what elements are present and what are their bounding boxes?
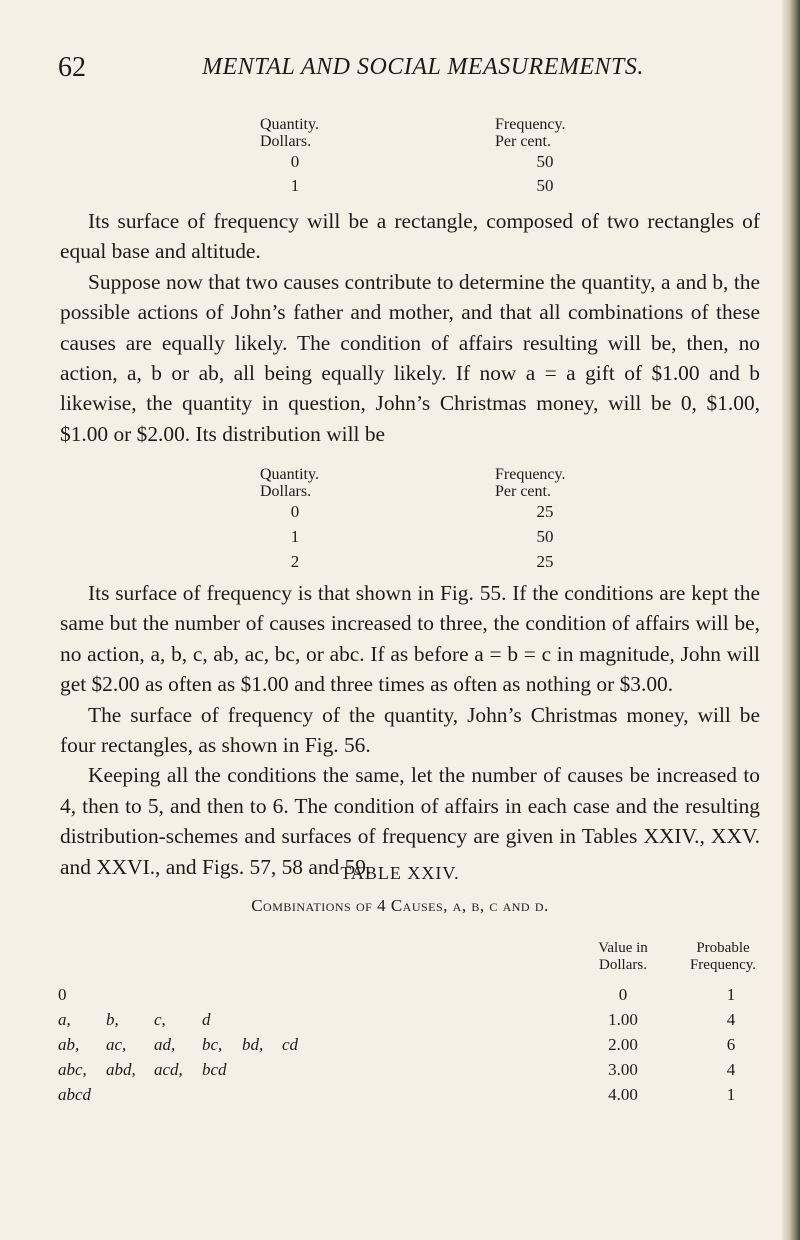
combination: bd, — [242, 1035, 264, 1054]
combination: cd — [282, 1035, 299, 1054]
frequency-value: 50 — [536, 152, 554, 171]
combination: acd, — [154, 1060, 183, 1079]
combinations-cell — [58, 1085, 91, 1105]
quantity-value: 0 — [290, 152, 300, 171]
quantity-value: 0 — [290, 502, 300, 521]
frequency-value: 25 — [536, 552, 554, 571]
table-row — [58, 1085, 768, 1110]
frequency-value: 50 — [536, 527, 554, 546]
table-subtitle: Combinations of 4 Causes, a, b, c and d. — [251, 896, 549, 915]
frequency-column-header: Frequency. Per cent. — [495, 116, 566, 150]
running-head: MENTAL AND SOCIAL MEASUREMENTS. — [202, 54, 644, 80]
combinations-table — [58, 940, 768, 1170]
frequency-value: 25 — [536, 502, 554, 521]
paragraph: Keeping all the conditions the same, let the number of causes be increased to 4, then to 5, and then to 6. The condition of affairs in each case and the resulting distribution-schemes and surfaces of frequency are given in Tables XXIV., XXV. and XXVI., and Figs. 57, 58 and 59. — [60, 763, 760, 879]
combination: ac, — [106, 1035, 127, 1054]
value-cell: 1.00 — [608, 1010, 638, 1029]
value-cell: 4.00 — [608, 1085, 638, 1104]
frequency-cell: 1 — [726, 1085, 736, 1104]
combination: 0 — [58, 985, 67, 1004]
value-cell: 0 — [618, 985, 628, 1004]
table-row — [58, 985, 768, 1010]
quantity-value: 2 — [290, 552, 300, 571]
paragraph: Suppose now that two causes contribute to determine the quantity, a and b, the possible actions of John’s father and mother, and that all combinations of these causes are equally likely. The condition of affairs resulting will be, then, no action, a, b or ab, all being equally likely. If now a = a gift of $1.00 and b likewise, the quantity in question, John’s Christmas money, will be 0, $1.00, $1.00 or $2.00. Its distribution will be — [60, 269, 760, 446]
quantity-value: 1 — [290, 176, 300, 195]
combination: c, — [154, 1010, 166, 1029]
table-row — [58, 1010, 768, 1035]
value-column-header: Value in Dollars. — [598, 940, 648, 973]
combination: ad, — [154, 1035, 176, 1054]
combination: abcd — [58, 1085, 92, 1104]
body-text-a — [60, 206, 760, 449]
quantity-value: 1 — [290, 527, 300, 546]
combination: d — [202, 1010, 211, 1029]
combinations-cell — [58, 1010, 211, 1030]
table-row — [260, 502, 620, 528]
frequency-column-header: Frequency. Per cent. — [495, 466, 566, 500]
table-row — [260, 152, 620, 178]
paragraph: Its surface of frequency will be a rectangle, composed of two rectangles of equal base and altitude. — [60, 209, 760, 264]
table-row — [260, 527, 620, 553]
paragraph: The surface of frequency of the quantity, John’s Christmas money, will be four rectangles, as shown in Fig. 56. — [60, 702, 760, 758]
combination: bcd — [202, 1060, 227, 1079]
frequency-cell: 1 — [726, 985, 736, 1004]
quantity-column-header: Quantity. Dollars. — [260, 116, 319, 150]
combination: a, — [58, 1010, 71, 1029]
combinations-cell — [58, 1035, 298, 1055]
quantity-column-header: Quantity. Dollars. — [260, 466, 319, 500]
value-cell: 2.00 — [608, 1035, 638, 1054]
table-title: TABLE XXIV. — [340, 863, 460, 883]
table-row — [58, 1060, 768, 1085]
combination: abd, — [106, 1060, 136, 1079]
combination: bc, — [202, 1035, 223, 1054]
frequency-cell: 6 — [726, 1035, 736, 1054]
probability-column-header: Probable Frequency. — [689, 940, 757, 973]
page-number: 62 — [58, 52, 86, 83]
table-row — [260, 552, 620, 578]
paragraph: Its surface of frequency is that shown in Fig. 55. If the conditions are kept the same but the number of causes increased to three, the condition of affairs will be, no action, a, b, c, ab, ac, bc, or abc. If as before a = b = c in magnitude, John will get $2.00 as often as $1.00 and three times as often as nothing or $3.00. — [60, 581, 760, 697]
page-binding-edge — [782, 0, 800, 1240]
combinations-cell — [58, 1060, 227, 1080]
body-text-b — [60, 578, 760, 882]
combination: abc, — [58, 1060, 87, 1079]
combination: ab, — [58, 1035, 80, 1054]
value-cell: 3.00 — [608, 1060, 638, 1079]
frequency-cell: 4 — [726, 1060, 736, 1079]
page-header — [58, 52, 758, 92]
frequency-value: 50 — [536, 176, 554, 195]
frequency-cell: 4 — [726, 1010, 736, 1029]
combinations-cell — [58, 985, 67, 1005]
table-row — [58, 1035, 768, 1060]
table-row — [260, 176, 620, 202]
combination: b, — [106, 1010, 119, 1029]
